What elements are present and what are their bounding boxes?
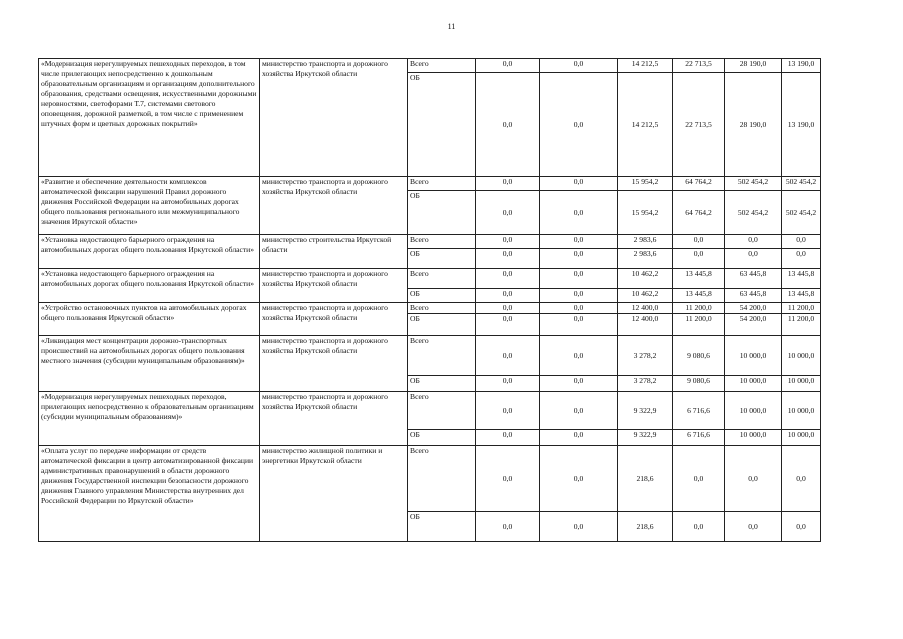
amount-cell: 9 322,9 (618, 430, 673, 446)
amount-cell: 54 200,0 (725, 303, 782, 314)
amount-cell: 0,0 (476, 430, 540, 446)
funding-source-cell: Всего (408, 392, 476, 430)
measure-name-cell: «Установка недостающего барьерного ограждения на автомобильных дорогах общего пользования Иркутской области» (39, 269, 260, 303)
amount-cell: 28 190,0 (725, 59, 782, 73)
amount-cell: 14 212,5 (618, 59, 673, 73)
page-number: 11 (447, 22, 456, 31)
amount-cell: 0,0 (476, 235, 540, 249)
table-row (39, 269, 821, 289)
amount-cell: 10 000,0 (725, 376, 782, 392)
amount-cell: 502 454,2 (725, 177, 782, 191)
amount-cell: 10 000,0 (782, 430, 821, 446)
amount-cell: 0,0 (540, 512, 618, 542)
budget-table (38, 58, 821, 542)
amount-cell: 10 000,0 (725, 430, 782, 446)
amount-cell: 10 462,2 (618, 289, 673, 303)
funding-source-cell: Всего (408, 336, 476, 376)
amount-cell: 15 954,2 (618, 191, 673, 235)
amount-cell: 0,0 (673, 512, 725, 542)
amount-cell: 0,0 (540, 289, 618, 303)
amount-cell: 9 322,9 (618, 392, 673, 430)
amount-cell: 218,6 (618, 446, 673, 512)
amount-cell: 0,0 (540, 336, 618, 376)
amount-cell: 0,0 (476, 177, 540, 191)
executor-cell: министерство жилищной политики и энергетики Иркутской области (260, 446, 408, 542)
executor-cell: министерство строительства Иркутской области (260, 235, 408, 269)
funding-source-cell: Всего (408, 59, 476, 73)
amount-cell: 0,0 (782, 249, 821, 269)
amount-cell: 0,0 (540, 376, 618, 392)
table-row (39, 59, 821, 73)
amount-cell: 15 954,2 (618, 177, 673, 191)
amount-cell: 22 713,5 (673, 59, 725, 73)
amount-cell: 11 200,0 (673, 314, 725, 336)
executor-cell: министерство транспорта и дорожного хозяйства Иркутской области (260, 336, 408, 392)
amount-cell: 28 190,0 (725, 73, 782, 177)
amount-cell: 13 445,8 (782, 269, 821, 289)
amount-cell: 0,0 (476, 392, 540, 430)
amount-cell: 0,0 (540, 177, 618, 191)
amount-cell: 0,0 (782, 512, 821, 542)
amount-cell: 0,0 (725, 512, 782, 542)
amount-cell: 0,0 (725, 235, 782, 249)
funding-source-cell: Всего (408, 177, 476, 191)
amount-cell: 0,0 (540, 59, 618, 73)
amount-cell: 0,0 (540, 430, 618, 446)
funding-source-cell: ОБ (408, 249, 476, 269)
amount-cell: 2 983,6 (618, 249, 673, 269)
amount-cell: 0,0 (782, 235, 821, 249)
amount-cell: 0,0 (540, 303, 618, 314)
amount-cell: 12 400,0 (618, 303, 673, 314)
amount-cell: 10 462,2 (618, 269, 673, 289)
amount-cell: 0,0 (476, 446, 540, 512)
measure-name-cell: «Модернизация нерегулируемых пешеходных переходов, в том числе прилегающих непосредственно к дошкольным образовательным организациям и организациям дополнительного образования, средствами освещения, искусственными дорожными неровностями, светофорами Т.7, системами светового оповещения, дорожной разметкой, в том числе с применением штучных форм и цветных дорожных покрытий» (39, 59, 260, 177)
amount-cell: 54 200,0 (725, 314, 782, 336)
amount-cell: 0,0 (476, 336, 540, 376)
executor-cell: министерство транспорта и дорожного хозяйства Иркутской области (260, 59, 408, 177)
amount-cell: 12 400,0 (618, 314, 673, 336)
amount-cell: 2 983,6 (618, 235, 673, 249)
amount-cell: 0,0 (476, 314, 540, 336)
funding-source-cell: ОБ (408, 191, 476, 235)
executor-cell: министерство транспорта и дорожного хозяйства Иркутской области (260, 177, 408, 235)
amount-cell: 0,0 (476, 191, 540, 235)
amount-cell: 502 454,2 (725, 191, 782, 235)
amount-cell: 63 445,8 (725, 289, 782, 303)
funding-source-cell: ОБ (408, 376, 476, 392)
amount-cell: 10 000,0 (725, 392, 782, 430)
amount-cell: 11 200,0 (673, 303, 725, 314)
amount-cell: 13 445,8 (782, 289, 821, 303)
measure-name-cell: «Устройство остановочных пунктов на автомобильных дорогах общего пользования Иркутской области» (39, 303, 260, 336)
executor-cell: министерство транспорта и дорожного хозяйства Иркутской области (260, 269, 408, 303)
amount-cell: 0,0 (673, 249, 725, 269)
funding-source-cell: Всего (408, 446, 476, 512)
amount-cell: 9 080,6 (673, 376, 725, 392)
amount-cell: 10 000,0 (782, 376, 821, 392)
funding-source-cell: ОБ (408, 512, 476, 542)
table-row (39, 177, 821, 191)
amount-cell: 502 454,2 (782, 177, 821, 191)
amount-cell: 0,0 (540, 235, 618, 249)
amount-cell: 0,0 (540, 446, 618, 512)
amount-cell: 63 445,8 (725, 269, 782, 289)
amount-cell: 64 764,2 (673, 191, 725, 235)
executor-cell: министерство транспорта и дорожного хозяйства Иркутской области (260, 392, 408, 446)
amount-cell: 0,0 (540, 249, 618, 269)
funding-source-cell: ОБ (408, 314, 476, 336)
funding-source-cell: ОБ (408, 289, 476, 303)
measure-name-cell: «Установка недостающего барьерного ограждения на автомобильных дорогах общего пользования Иркутской области» (39, 235, 260, 269)
amount-cell: 13 190,0 (782, 59, 821, 73)
amount-cell: 0,0 (673, 235, 725, 249)
amount-cell: 64 764,2 (673, 177, 725, 191)
table-row (39, 235, 821, 249)
funding-source-cell: Всего (408, 303, 476, 314)
amount-cell: 3 278,2 (618, 376, 673, 392)
measure-name-cell: «Развитие и обеспечение деятельности комплексов автоматической фиксации нарушений Правил дорожного движения Российской Федерации на автомобильных дорогах общего пользования регионального или межмуниципального значения Иркутской области» (39, 177, 260, 235)
executor-cell: министерство транспорта и дорожного хозяйства Иркутской области (260, 303, 408, 336)
measure-name-cell: «Ликвидация мест концентрации дорожно-транспортных происшествий на автомобильных дорогах общего пользования местного значения (субсидии муниципальным образованиям)» (39, 336, 260, 392)
amount-cell: 0,0 (476, 59, 540, 73)
measure-name-cell: «Оплата услуг по передаче информации от средств автоматической фиксации в центр автоматизированной фиксации административных правонарушений в области дорожного движения Государственной инспекции безопасности дорожного движения Главного управления Министерства внутренних дел Российской Федерации по Иркутской области» (39, 446, 260, 542)
amount-cell: 0,0 (540, 73, 618, 177)
table-row (39, 303, 821, 314)
amount-cell: 10 000,0 (782, 392, 821, 430)
amount-cell: 502 454,2 (782, 191, 821, 235)
amount-cell: 0,0 (476, 249, 540, 269)
funding-source-cell: Всего (408, 269, 476, 289)
table-row (39, 336, 821, 376)
amount-cell: 11 200,0 (782, 314, 821, 336)
amount-cell: 13 445,8 (673, 269, 725, 289)
amount-cell: 0,0 (476, 73, 540, 177)
table-row (39, 392, 821, 430)
amount-cell: 218,6 (618, 512, 673, 542)
amount-cell: 0,0 (476, 376, 540, 392)
amount-cell: 13 190,0 (782, 73, 821, 177)
funding-source-cell: ОБ (408, 73, 476, 177)
amount-cell: 0,0 (725, 446, 782, 512)
amount-cell: 0,0 (540, 191, 618, 235)
amount-cell: 0,0 (782, 446, 821, 512)
amount-cell: 0,0 (725, 249, 782, 269)
amount-cell: 14 212,5 (618, 73, 673, 177)
amount-cell: 0,0 (476, 269, 540, 289)
amount-cell: 13 445,8 (673, 289, 725, 303)
funding-source-cell: Всего (408, 235, 476, 249)
amount-cell: 0,0 (673, 446, 725, 512)
amount-cell: 6 716,6 (673, 430, 725, 446)
table-row (39, 446, 821, 512)
funding-source-cell: ОБ (408, 430, 476, 446)
amount-cell: 0,0 (540, 314, 618, 336)
amount-cell: 0,0 (540, 392, 618, 430)
amount-cell: 10 000,0 (725, 336, 782, 376)
amount-cell: 9 080,6 (673, 336, 725, 376)
amount-cell: 0,0 (476, 303, 540, 314)
amount-cell: 3 278,2 (618, 336, 673, 376)
amount-cell: 0,0 (540, 269, 618, 289)
amount-cell: 0,0 (476, 289, 540, 303)
amount-cell: 6 716,6 (673, 392, 725, 430)
measure-name-cell: «Модернизация нерегулируемых пешеходных переходов, прилегающих непосредственно к образовательным организациям (субсидии муниципальным образованиям)» (39, 392, 260, 446)
amount-cell: 10 000,0 (782, 336, 821, 376)
amount-cell: 22 713,5 (673, 73, 725, 177)
amount-cell: 0,0 (476, 512, 540, 542)
amount-cell: 11 200,0 (782, 303, 821, 314)
